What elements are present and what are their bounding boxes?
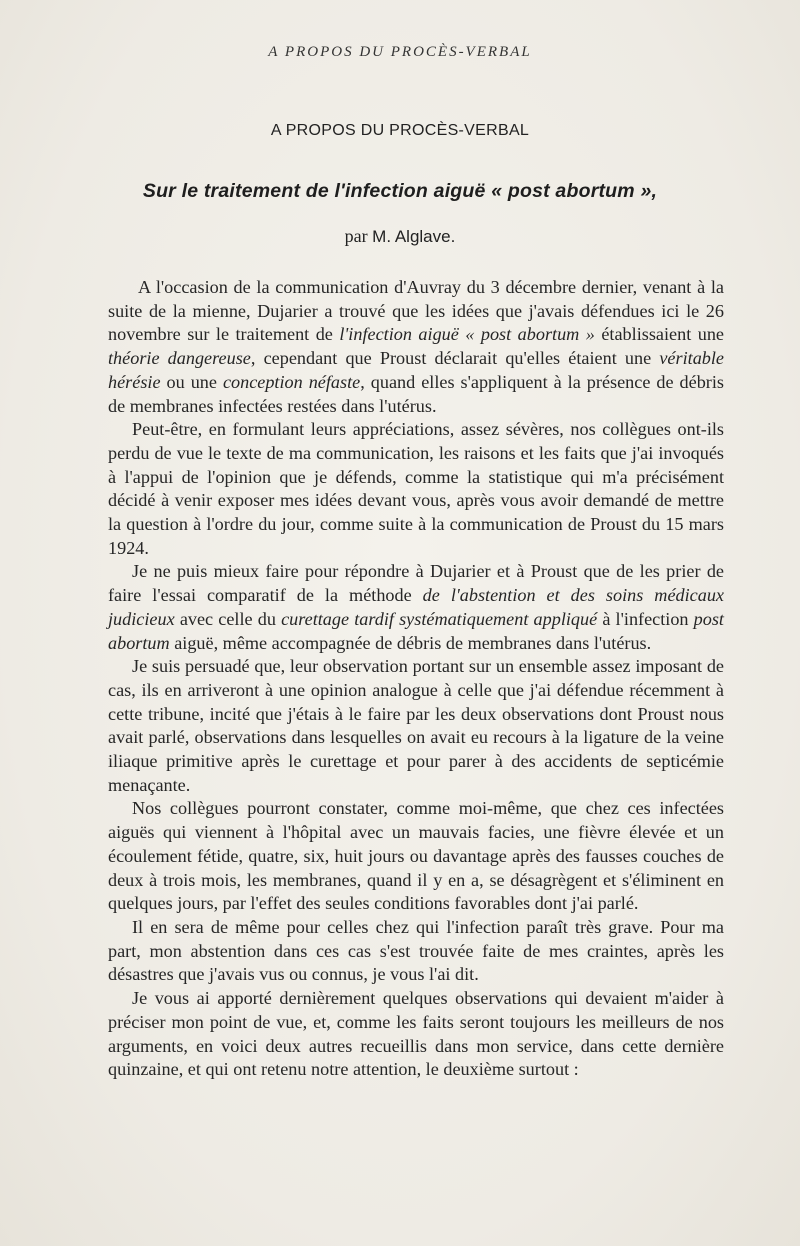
byline xyxy=(0,226,800,247)
text-run: à l'infection xyxy=(597,608,694,629)
paragraph xyxy=(108,655,724,797)
italic-run: post abortum xyxy=(108,608,724,653)
text-run: aiguë, même accompagnée de débris de membranes dans l'utérus. xyxy=(169,632,652,653)
article-subtitle: Sur le traitement de l'infection aiguë « post abortum », xyxy=(142,180,658,202)
paragraph xyxy=(108,797,724,916)
text-run: ou une xyxy=(160,371,223,392)
article-title: A PROPOS DU PROCÈS-VERBAL xyxy=(270,122,530,139)
text-run: Il en sera de même pour celles chez qui l'infection paraît très grave. Pour ma part, mon abstention dans ces cas s'est trouvée faite de mes craintes, après les désastres que j'avais vus ou connus, je vous l'ai dit. xyxy=(108,916,724,985)
paragraph xyxy=(108,418,724,560)
italic-run: de l'abstention et des soins médicaux judicieux xyxy=(108,585,724,629)
paragraph xyxy=(108,560,724,655)
text-run: Je ne puis mieux faire pour répondre à Dujarier et à Proust que de les prier de faire l'essai comparatif de la méthode xyxy=(108,561,724,606)
text-run: Nos collègues pourront constater, comme moi-même, que chez ces infectées aiguës qui viennent à l'hôpital avec un mauvais facies, une fièvre élevée et un écoulement fétide, quatre, six, huit jours ou davantage après des fausses couches de deux à trois mois, les membranes, quand il y en a, se désagrègent et s'éliminent en quelques jours, par l'effet des seules conditions favorables dont j'ai parlé. xyxy=(108,798,724,914)
paragraph xyxy=(108,987,724,1082)
text-run: A l'occasion de la communication d'Auvray du 3 décembre dernier, venant à la suite de la mienne, Dujarier a trouvé que les idées que j'avais défendues ici le 26 novembre sur le traitement de xyxy=(108,277,724,345)
text-run: établissaient une xyxy=(594,324,724,345)
italic-run: théorie dangereuse xyxy=(108,348,251,369)
paragraph xyxy=(108,276,724,418)
italic-run: curettage tardif systématiquement appliqué xyxy=(281,608,598,629)
italic-run: véritable hérésie xyxy=(108,348,725,392)
byline-prefix: par xyxy=(344,226,368,246)
text-run: Je vous ai apporté dernièrement quelques observations qui devaient m'aider à préciser mon point de vue, et, comme les faits seront toujours les meilleurs de nos arguments, en voici deux autres recueillis dans mon service, dans cette dernière quinzaine, et qui ont retenu notre attention, le deuxième surtout : xyxy=(108,988,724,1080)
running-head: A PROPOS DU PROCÈS-VERBAL xyxy=(268,44,532,60)
text-run: , cependant que Proust déclarait qu'elles étaient une xyxy=(250,348,660,369)
text-run: Je suis persuadé que, leur observation portant sur un ensemble assez imposant de cas, ils en arriveront à une opinion analogue à celle que j'ai défendue récemment à cette tribune, incité que j'étais à le faire par les deux observations dont Proust nous avait parlé, observations dans lesquelles on avait eu recours à la ligature de la veine iliaque primitive après le curettage et pour parer à des accidents de septicémie menaçante. xyxy=(108,656,724,795)
italic-run: l'infection aiguë « post abortum » xyxy=(339,324,595,345)
italic-run: conception néfaste xyxy=(222,371,361,392)
body-text xyxy=(108,276,724,1082)
paragraph xyxy=(108,916,724,987)
text-run: avec celle du xyxy=(174,608,282,629)
text-run: , quand elles s'appliquent à la présence de débris de membranes infectées restées dans l'utérus. xyxy=(108,371,724,416)
byline-author: M. Alglave. xyxy=(372,227,456,246)
text-run: Peut-être, en formulant leurs appréciations, assez sévères, nos collègues ont-ils perdu de vue le texte de ma communication, les raisons et les faits que j'ai invoqués à l'appui de l'opinion que je défends, comme la statistique qui m'a précisément décidé à venir exposer mes idées devant vous, après vous avoir demandé de mettre la question à l'ordre du jour, comme suite à la communication de Proust du 15 mars 1924. xyxy=(108,419,724,558)
